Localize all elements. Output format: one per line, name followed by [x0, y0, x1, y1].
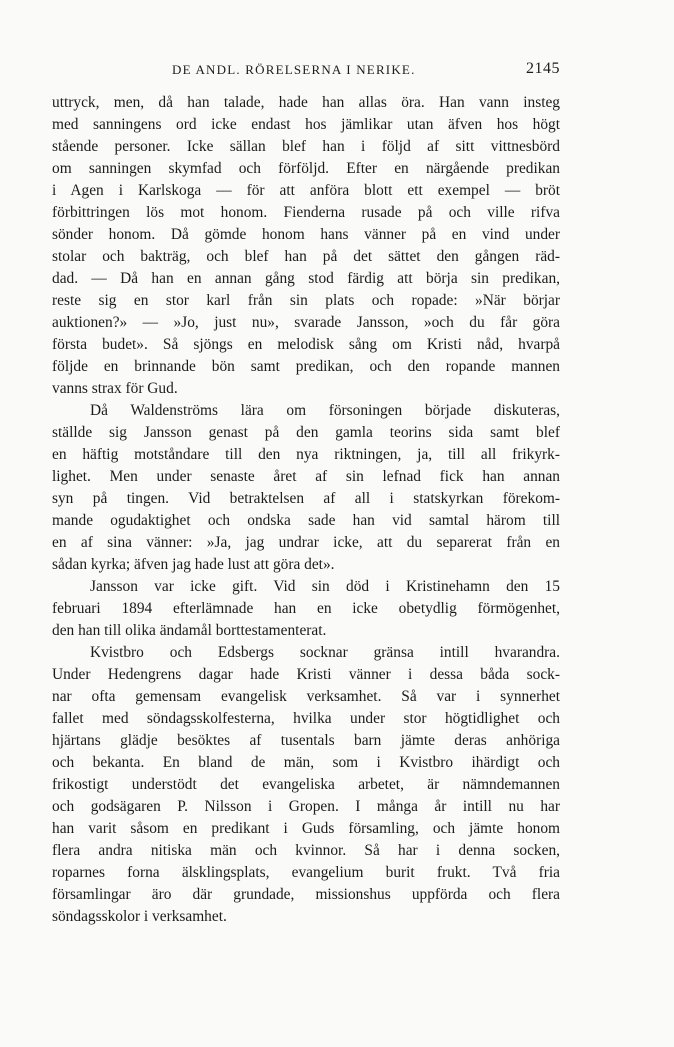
page-number: 2145: [526, 60, 560, 77]
text-line: stolar och bakträg, och blef han på det sättet den gången räd-: [52, 248, 560, 265]
text-line: i Agen i Karlskoga — för att anföra blott ett exempel — bröt: [52, 182, 560, 199]
text-line: ställde sig Jansson genast på den gamla teorins sida samt blef: [52, 424, 560, 441]
text-line: uttryck, men, då han talade, hade han allas öra. Han vann insteg: [52, 94, 560, 111]
text-line: sådan kyrka; äfven jag hade lust att göra det».: [52, 556, 335, 573]
text-line: första budet». Så sjöngs en melodisk sång om Kristi nåd, hvarpå: [52, 336, 560, 353]
text-line: en häftig motståndare till den nya riktningen, ja, till all frikyrk-: [52, 446, 560, 463]
text-line: församlingar äro där grundade, missionshus uppförda och flera: [52, 886, 560, 903]
text-line: med sanningens ord icke endast hos jämlikar utan äfven hos högt: [52, 116, 560, 133]
text-line: roparnes forna älsklingsplats, evangelium burit frukt. Två fria: [52, 864, 560, 881]
text-line: vanns strax för Gud.: [52, 380, 178, 397]
text-line: Kvistbro och Edsbergs socknar gränsa intill hvarandra.: [90, 644, 560, 661]
text-line: söndagsskolor i verksamhet.: [52, 908, 227, 925]
text-line: en af sina vänner: »Ja, jag undrar icke, att du separerat från en: [52, 534, 560, 551]
text-line: och godsägaren P. Nilsson i Gropen. I många år intill nu har: [52, 798, 560, 815]
text-line: och bekanta. En bland de män, som i Kvistbro ihärdigt och: [52, 754, 560, 771]
text-line: fallet med söndagsskolfesterna, hvilka under stor högtidlighet och: [52, 710, 560, 727]
text-line: nar ofta gemensam evangelisk verksamhet. Så var i synnerhet: [52, 688, 560, 705]
text-line: februari 1894 efterlämnade han en icke obetydlig förmögenhet,: [52, 600, 560, 617]
text-line: reste sig en stor karl från sin plats och ropade: »När börjar: [52, 292, 560, 309]
text-line: lighet. Men under senaste året af sin lefnad fick han annan: [52, 468, 560, 485]
text-line: den han till olika ändamål borttestamenterat.: [52, 622, 327, 639]
text-line: dad. — Då han en annan gång stod färdig att börja sin predikan,: [52, 270, 560, 287]
text-line: Under Hedengrens dagar hade Kristi vänner i dessa båda sock-: [52, 666, 560, 683]
text-line: Jansson var icke gift. Vid sin död i Kristinehamn den 15: [90, 578, 560, 595]
text-line: frikostigt understödt det evangeliska arbetet, är nämndemannen: [52, 776, 560, 793]
running-title: DE ANDL. RÖRELSERNA I NERIKE.: [172, 62, 416, 77]
running-header: [52, 60, 560, 86]
text-line: Då Waldenströms lära om försoningen började diskuteras,: [90, 402, 560, 419]
text-line: hjärtans glädje besöktes af tusentals barn jämte deras anhöriga: [52, 732, 560, 749]
text-line: stående personer. Icke sällan blef han i följd af sitt vittnesbörd: [52, 138, 560, 155]
text-line: mande ogudaktighet och ondska sade han vid samtal härom till: [52, 512, 560, 529]
text-line: om sanningen skymfad och förföljd. Efter en närgående predikan: [52, 160, 560, 177]
text-line: följde en brinnande bön samt predikan, och den ropande mannen: [52, 358, 560, 375]
text-line: han varit såsom en predikant i Guds församling, och jämte honom: [52, 820, 560, 837]
text-line: sönder honom. Då gömde honom hans vänner på en vind under: [52, 226, 560, 243]
text-line: syn på tingen. Vid betraktelsen af all i statskyrkan förekom-: [52, 490, 560, 507]
text-line: förbittringen lös mot honom. Fienderna rusade på och ville rifva: [52, 204, 560, 221]
text-line: auktionen?» — »Jo, just nu», svarade Jansson, »och du får göra: [52, 314, 560, 331]
text-line: flera andra nitiska män och kvinnor. Så har i denna socken,: [52, 842, 560, 859]
